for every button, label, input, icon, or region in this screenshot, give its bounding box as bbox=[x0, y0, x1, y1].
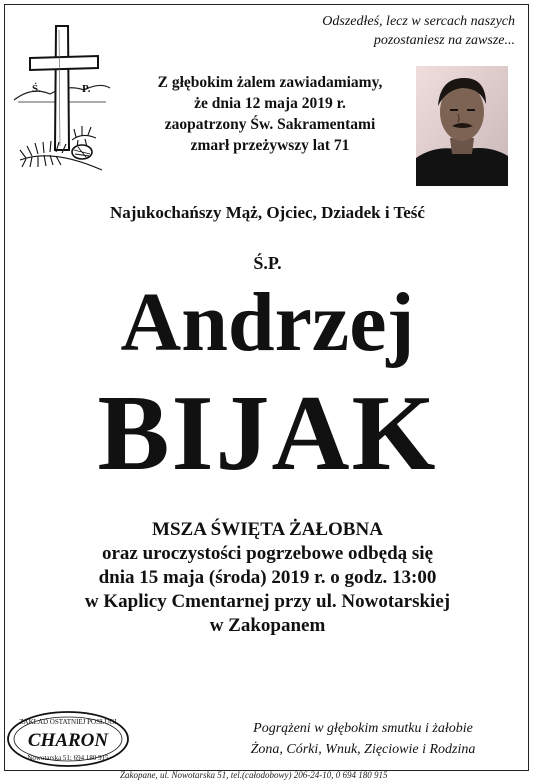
cross-left-letter: Ś. bbox=[32, 83, 41, 95]
funeral-line: w Kaplicy Cmentarnej przy ul. Nowotarskiej bbox=[84, 591, 451, 612]
logo-bottom-text: Nowotarska 51; 694 180 915 bbox=[27, 754, 109, 762]
announcement-line: że dnia 12 maja 2019 r. bbox=[194, 95, 346, 112]
mourners-line-1: Pogrążeni w głębokim smutku i żałobie bbox=[253, 721, 473, 736]
mourners bbox=[213, 718, 513, 760]
mourners-line-2: Żona, Córki, Wnuk, Zięciowie i Rodzina bbox=[250, 742, 476, 757]
honorific: Ś.P. bbox=[253, 253, 282, 273]
motto bbox=[255, 12, 515, 50]
funeral-line: MSZA ŚWIĘTA ŻAŁOBNA bbox=[152, 519, 383, 540]
motto-line-2: pozostaniesz na zawsze... bbox=[373, 33, 515, 48]
funeral-line: oraz uroczystości pogrzebowe odbędą się bbox=[101, 543, 434, 564]
announcement bbox=[130, 72, 410, 156]
funeral-line: w Zakopanem bbox=[209, 615, 326, 636]
cross-right-letter: P. bbox=[82, 83, 91, 95]
funeral-line: dnia 15 maja (środa) 2019 r. o godz. 13:00 bbox=[98, 567, 437, 588]
logo-name: CHARON bbox=[27, 730, 109, 751]
announcement-line: Z głębokim żalem zawiadamiamy, bbox=[157, 74, 383, 91]
footer-address: Zakopane, ul. Nowotarska 51, tel.(całodobowy) 206-24-10, 0 694 180 915 bbox=[120, 770, 388, 780]
deceased-photo bbox=[416, 66, 508, 186]
deceased-last-name: BIJAK bbox=[97, 374, 438, 493]
charon-logo bbox=[6, 710, 130, 768]
motto-line-1: Odszedłeś, lecz w sercach naszych bbox=[322, 14, 515, 29]
announcement-line: zmarł przeżywszy lat 71 bbox=[190, 137, 350, 154]
deceased-first-name: Andrzej bbox=[120, 276, 415, 369]
funeral-details bbox=[0, 518, 535, 638]
relations-line: Najukochańszy Mąż, Ojciec, Dziadek i Teść bbox=[110, 203, 425, 222]
cross-icon bbox=[12, 20, 112, 180]
logo-top-text: ZAKŁAD OSTATNIEJ POSŁUGI bbox=[19, 718, 117, 726]
announcement-line: zaopatrzony Św. Sakramentami bbox=[164, 116, 376, 133]
